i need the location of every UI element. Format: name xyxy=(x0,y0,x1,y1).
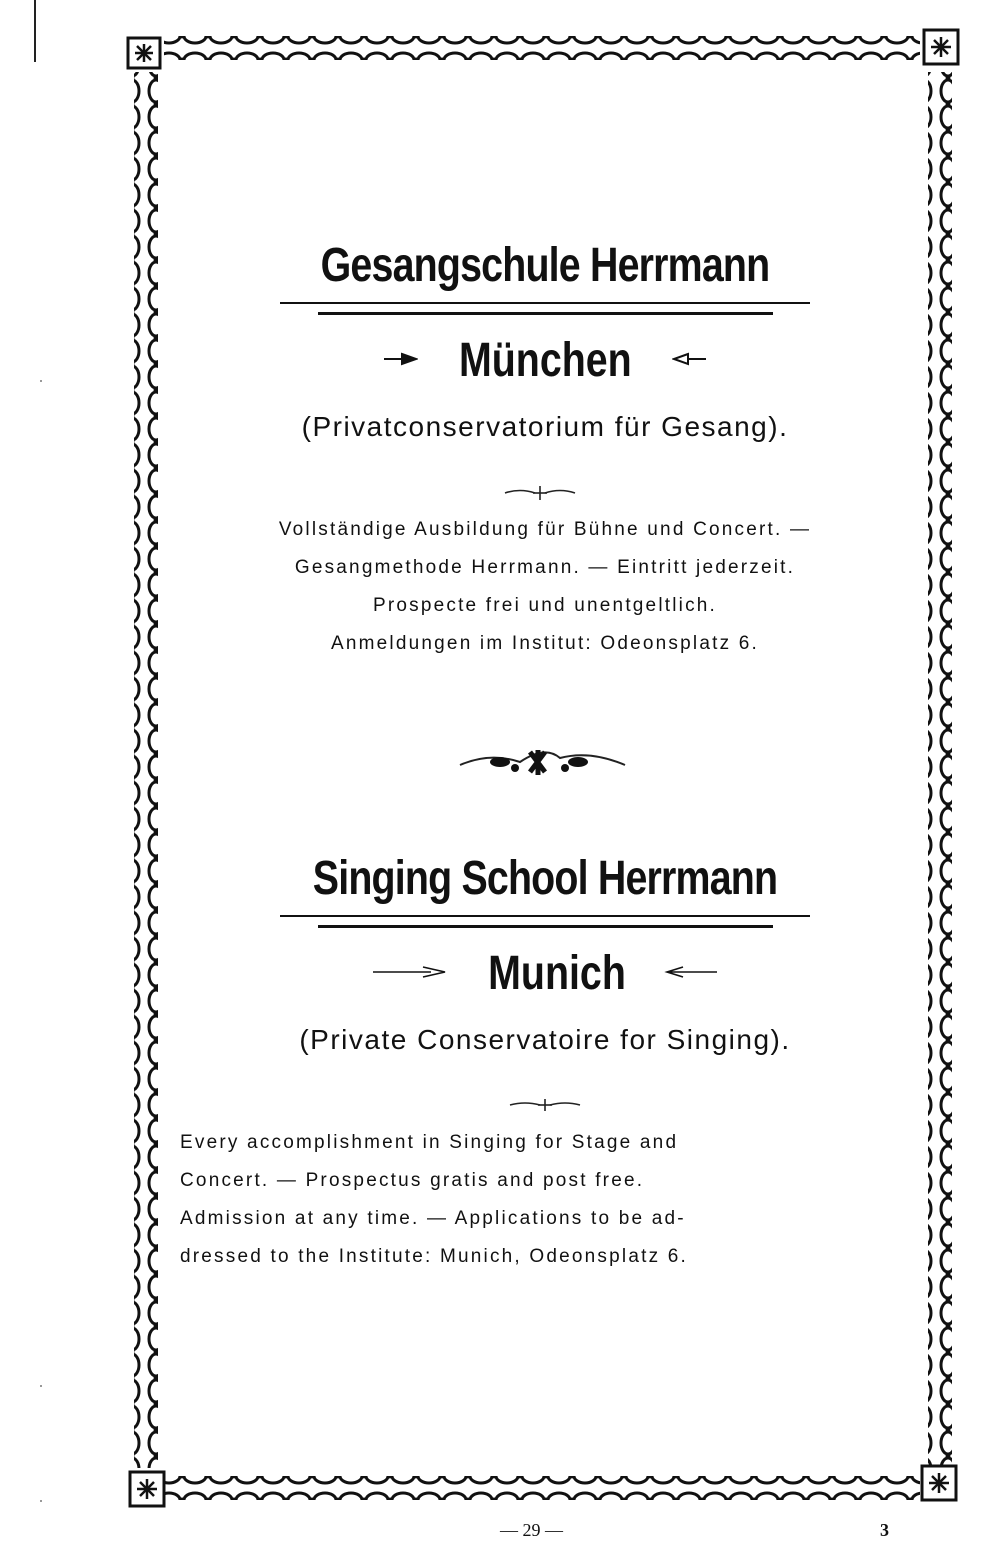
title-rule xyxy=(280,915,810,917)
body-line: Concert. — Prospectus gratis and post free. xyxy=(180,1170,645,1191)
body-line: Admission at any time. — Applications to be ad- xyxy=(180,1208,686,1229)
german-city: München xyxy=(458,334,632,387)
german-section xyxy=(180,239,910,663)
left-pointer-icon xyxy=(371,965,451,984)
page-number: — 29 — xyxy=(500,1520,563,1540)
english-title: Singing School Herrmann xyxy=(312,852,778,905)
right-pointer-icon xyxy=(672,352,708,371)
left-pointer-icon xyxy=(382,352,418,371)
title-rule xyxy=(280,302,810,304)
body-line: Prospecte frei und unentgeltlich. xyxy=(372,595,718,616)
border-top-band xyxy=(164,36,920,60)
signature-mark: 3 xyxy=(880,1520,889,1540)
title-rule xyxy=(318,925,773,928)
border-bottom-band xyxy=(164,1476,920,1500)
right-pointer-icon xyxy=(663,965,719,984)
body-line: Gesangmethode Herrmann. — Eintritt jederzeit. xyxy=(294,557,796,578)
german-city-row xyxy=(180,334,910,387)
body-line: dressed to the Institute: Munich, Odeonsplatz 6. xyxy=(180,1246,688,1267)
english-section xyxy=(180,852,910,1276)
english-subtitle: (Private Conservatoire for Singing). xyxy=(299,1024,791,1055)
border-left-band xyxy=(134,72,158,1468)
german-title: Gesangschule Herrmann xyxy=(320,239,770,292)
body-line: Every accomplishment in Singing for Stage and xyxy=(180,1132,679,1153)
corner-asterisk-icon xyxy=(128,38,160,68)
german-body xyxy=(180,511,910,663)
corner-asterisk-icon xyxy=(922,1466,956,1500)
border-right-band xyxy=(928,72,952,1468)
corner-asterisk-icon xyxy=(130,1472,164,1506)
floral-vignette-icon xyxy=(460,750,625,775)
english-city-row xyxy=(180,947,910,1000)
body-line: Anmeldungen im Institut: Odeonsplatz 6. xyxy=(331,633,759,654)
corner-asterisk-icon xyxy=(924,30,958,64)
title-rule xyxy=(318,312,773,315)
english-city: Munich xyxy=(488,947,626,1000)
body-line: Vollständige Ausbildung für Bühne und Concert. — xyxy=(278,519,812,540)
german-subtitle: (Privatconservatorium für Gesang). xyxy=(301,411,789,442)
english-body xyxy=(180,1124,910,1276)
